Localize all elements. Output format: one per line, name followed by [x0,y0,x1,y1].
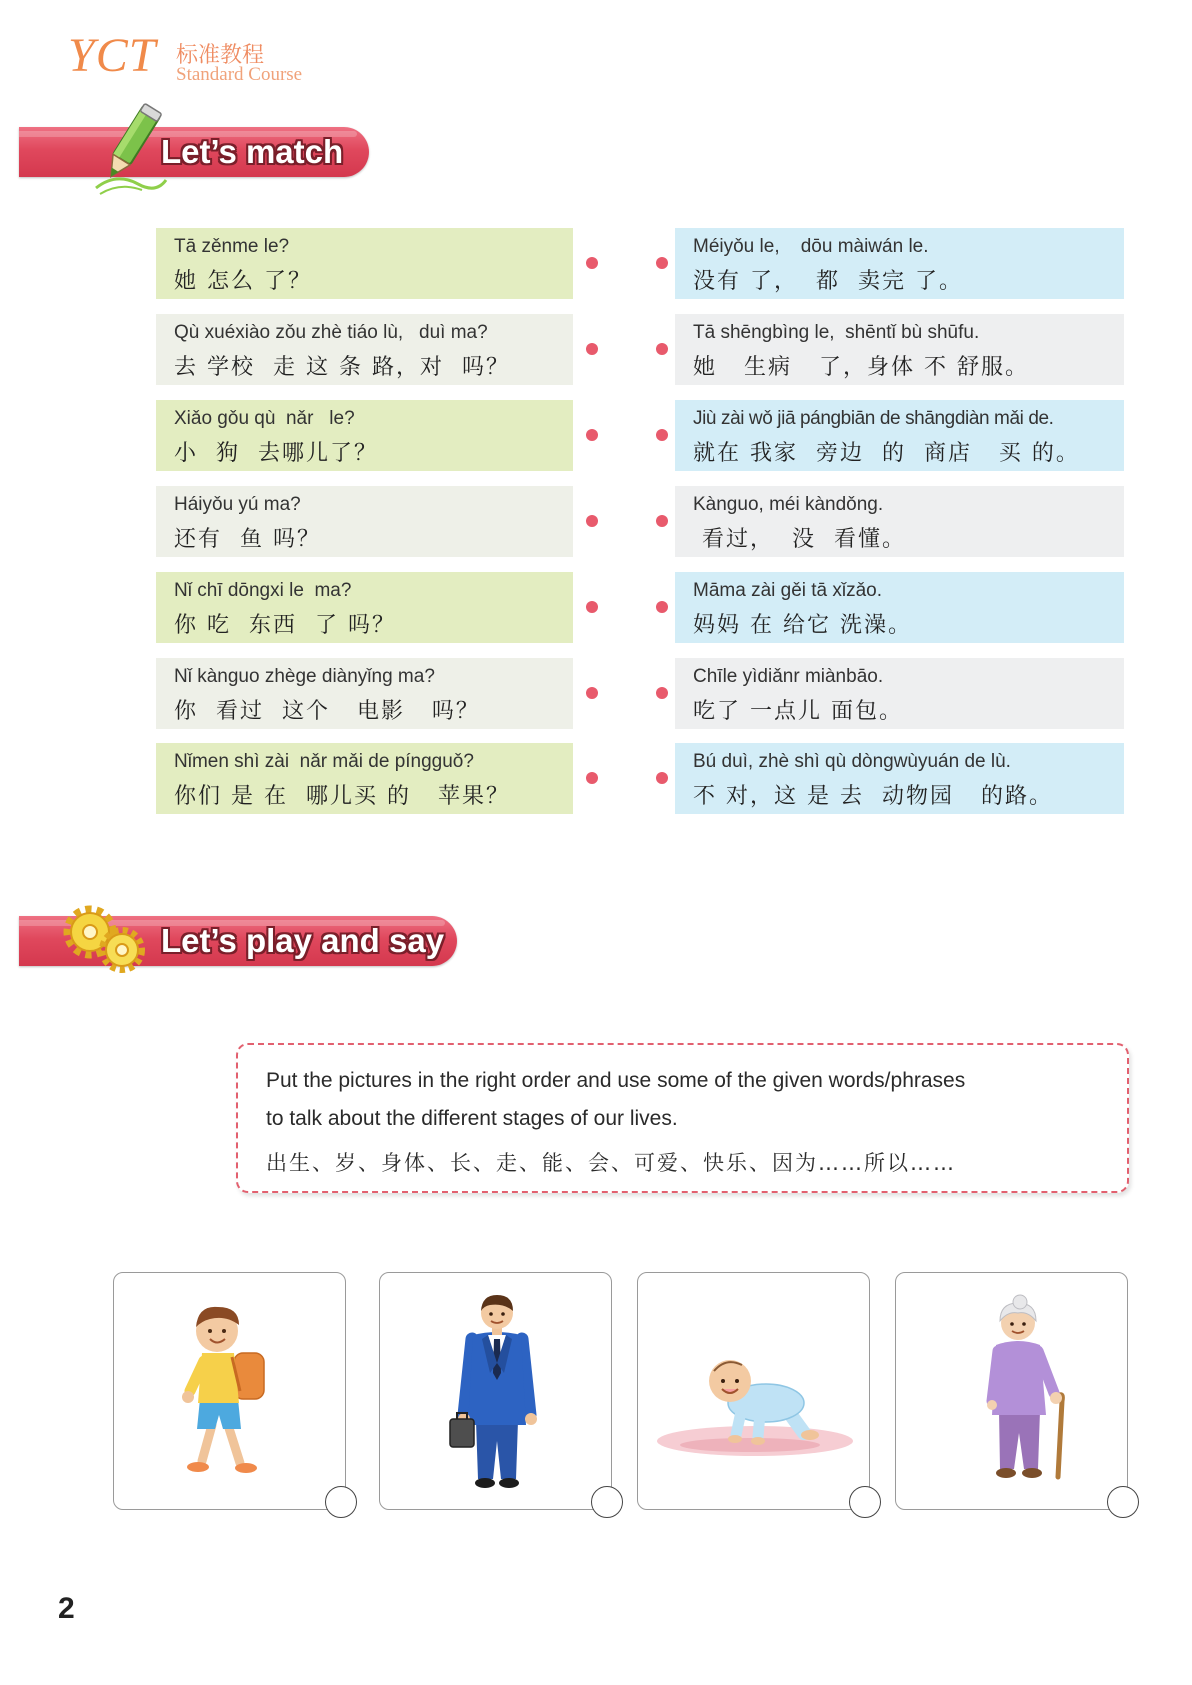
match-dot-right[interactable] [656,515,668,527]
pinyin-text: Qù xuéxiào zǒu zhè tiáo lù, duì ma? [174,322,488,343]
section-title-play: Let’s play and say [161,922,445,959]
hanzi-text: 吃了 一点儿 面包。 [693,699,903,724]
match-dot-left[interactable] [586,429,598,441]
match-dot-left[interactable] [586,772,598,784]
hanzi-text: 妈妈 在 给它 洗澡。 [693,613,912,638]
match-dot-left[interactable] [586,515,598,527]
elderly-woman-icon [896,1273,1127,1509]
pinyin-text: Tā shēngbìng le, shēntǐ bù shūfu. [693,322,980,343]
match-dot-right[interactable] [656,257,668,269]
section-title-match: Let’s match [161,133,344,170]
match-dot-right[interactable] [656,601,668,613]
match-dot-right[interactable] [656,343,668,355]
hanzi-text: 去 学校 走 这 条 路，对 吗？ [174,355,510,380]
match-dot-left[interactable] [586,257,598,269]
pinyin-text: Kànguo, méi kàndǒng. [693,494,884,515]
hanzi-text: 小 狗 去哪儿了？ [174,441,378,466]
order-number-circle[interactable] [591,1486,623,1518]
hanzi-text: 她 生病 了，身体 不 舒服。 [693,355,1029,380]
page-number: 2 [58,1592,75,1625]
match-left-item [156,228,573,299]
hanzi-text: 看过， 没 看懂。 [693,527,906,552]
pencil-icon [86,102,172,198]
hanzi-text: 你 吃 东西 了 吗？ [174,613,396,638]
instruction-line-2: to talk about the different stages of our lives. [266,1107,678,1130]
pinyin-text: Māma zài gěi tā xǐzǎo. [693,580,883,601]
course-title-en: Standard Course [176,64,303,85]
hanzi-text: 你 看过 这个 电影 吗？ [174,699,480,724]
pinyin-text: Nǐ kànguo zhège diànyǐng ma? [174,666,435,687]
match-left-item [156,486,573,557]
pinyin-text: Bú duì, zhè shì qù dòngwùyuán de lù. [693,751,1011,772]
instruction-line-1: Put the pictures in the right order and use some of the given words/phrases [266,1069,966,1092]
match-right-item [675,486,1124,557]
course-title-zh: 标准教程 [176,43,265,68]
pinyin-text: Jiù zài wǒ jiā pángbiān de shāngdiàn mǎi de. [693,408,1054,429]
hanzi-text: 不 对，这 是 去 动物园 的路。 [693,784,1053,809]
match-left-item [156,743,573,814]
match-left-item [156,572,573,643]
pinyin-text: Háiyǒu yú ma? [174,494,301,515]
businessman-icon [380,1273,611,1509]
match-left-item [156,314,573,385]
order-number-circle[interactable] [1107,1486,1139,1518]
hanzi-text: 就在 我家 旁边 的 商店 买 的。 [693,441,1080,466]
baby-crawling-icon [638,1273,869,1509]
picture-card[interactable] [895,1272,1128,1510]
pinyin-text: Tā zěnme le? [174,236,290,257]
section-banner-match [19,127,369,177]
match-dot-left[interactable] [586,687,598,699]
pinyin-text: Méiyǒu le, dōu màiwán le. [693,236,929,257]
pinyin-text: Chīle yìdiǎnr miànbāo. [693,666,884,687]
picture-card[interactable] [113,1272,346,1510]
hanzi-text: 没有 了， 都 卖完 了。 [693,269,963,294]
gears-icon [58,898,154,982]
match-right-item [675,314,1124,385]
match-right-item [675,400,1124,471]
match-right-item [675,743,1124,814]
match-right-item [675,572,1124,643]
hanzi-text: 还有 鱼 吗？ [174,527,321,552]
word-bank: 出生、岁、身体、长、走、能、会、可爱、快乐、因为……所以…… [266,1151,956,1175]
pinyin-text: Nǐ chī dōngxi le ma? [174,580,352,601]
picture-card[interactable] [379,1272,612,1510]
match-dot-right[interactable] [656,687,668,699]
order-number-circle[interactable] [849,1486,881,1518]
instruction-box [236,1043,1129,1193]
match-right-item [675,658,1124,729]
hanzi-text: 她 怎么 了？ [174,269,312,294]
match-dot-left[interactable] [586,343,598,355]
yct-logo: YCT [68,29,157,82]
match-dot-left[interactable] [586,601,598,613]
picture-card[interactable] [637,1272,870,1510]
match-right-item [675,228,1124,299]
match-dot-right[interactable] [656,429,668,441]
match-left-item [156,658,573,729]
schoolchild-icon [114,1273,345,1509]
hanzi-text: 你们 是 在 哪儿买 的 苹果？ [174,784,510,809]
match-left-item [156,400,573,471]
order-number-circle[interactable] [325,1486,357,1518]
pinyin-text: Xiǎo gǒu qù nǎr le? [174,408,355,429]
pinyin-text: Nǐmen shì zài nǎr mǎi de píngguǒ? [174,751,474,772]
match-dot-right[interactable] [656,772,668,784]
